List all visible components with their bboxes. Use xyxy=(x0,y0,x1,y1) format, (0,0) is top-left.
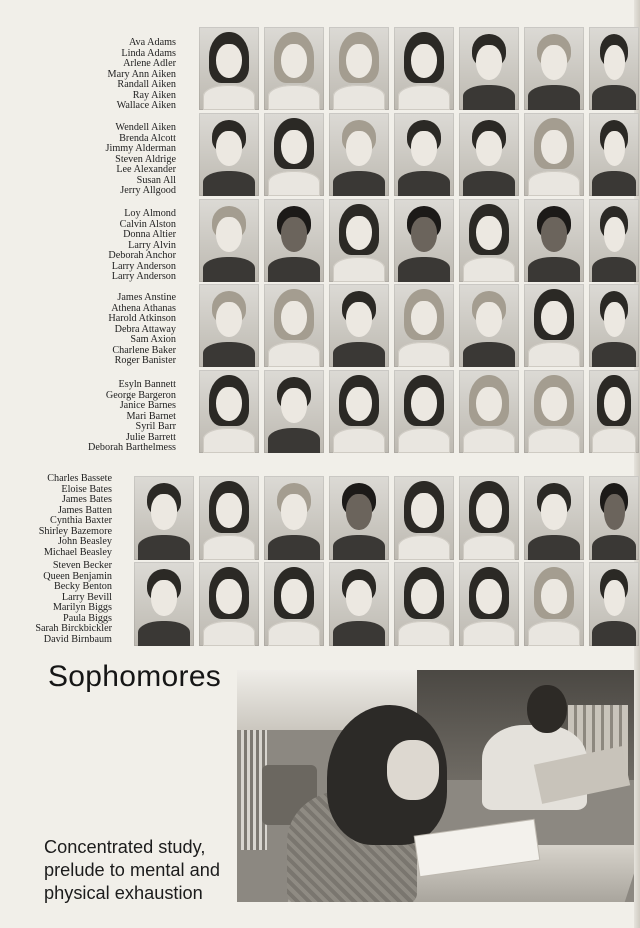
student-background-head xyxy=(527,685,567,733)
student-portrait xyxy=(199,370,259,453)
student-name: Larry Bevill xyxy=(61,591,112,603)
student-name: Mary Ann Aiken xyxy=(107,68,176,80)
student-portrait xyxy=(524,562,584,646)
student-portrait xyxy=(524,199,584,282)
student-portrait xyxy=(524,284,584,367)
student-name: Eloise Bates xyxy=(61,483,112,495)
portrait-row-6 xyxy=(134,476,639,560)
student-name: Loy Almond xyxy=(124,208,176,219)
student-name: Athena Athanas xyxy=(111,302,176,314)
portrait-row-4 xyxy=(199,284,639,367)
student-name: Susan All xyxy=(136,174,176,186)
student-portrait xyxy=(459,370,519,453)
student-name: Julie Barrett xyxy=(125,431,176,443)
student-portrait xyxy=(524,113,584,196)
name-list-row-3 xyxy=(108,209,176,283)
student-name: Janice Barnes xyxy=(119,400,176,411)
name-list-row-5 xyxy=(88,380,176,454)
student-portrait xyxy=(264,370,324,453)
student-name: Larry Alvin xyxy=(128,239,176,251)
student-portrait xyxy=(589,27,639,110)
student-name: Jerry Allgood xyxy=(120,185,176,196)
caption-line: physical exhaustion xyxy=(44,883,203,903)
student-portrait xyxy=(589,562,639,646)
student-portrait xyxy=(264,199,324,282)
student-portrait xyxy=(589,113,639,196)
student-portrait xyxy=(589,284,639,367)
student-portrait xyxy=(394,476,454,560)
student-name: Charlene Baker xyxy=(112,344,176,356)
student-name: Mari Barnet xyxy=(126,410,176,422)
student-portrait xyxy=(394,562,454,646)
student-portrait xyxy=(329,113,389,196)
student-name: Sarah Birckbickler xyxy=(35,623,112,634)
name-list-row-7 xyxy=(35,561,112,645)
student-portrait xyxy=(394,113,454,196)
student-portrait xyxy=(459,199,519,282)
student-portrait xyxy=(199,199,259,282)
name-list-row-1 xyxy=(108,38,176,112)
student-portrait xyxy=(199,284,259,367)
student-name: Cynthia Baxter xyxy=(50,515,112,526)
student-name: Debra Attaway xyxy=(114,323,176,335)
portrait-row-3 xyxy=(199,199,639,282)
student-name: Wendell Aiken xyxy=(115,122,176,133)
student-portrait xyxy=(394,199,454,282)
student-name: Esyln Bannett xyxy=(118,379,176,390)
student-name: Deborah Anchor xyxy=(108,250,176,261)
student-name: Donna Altier xyxy=(123,229,176,240)
student-name: Linda Adams xyxy=(121,47,176,59)
student-portrait xyxy=(199,27,259,110)
student-portrait xyxy=(264,284,324,367)
student-name: Brenda Alcott xyxy=(119,132,176,144)
name-list-row-6 xyxy=(39,474,112,558)
student-portrait xyxy=(329,199,389,282)
student-portrait xyxy=(264,113,324,196)
student-name: Lee Alexander xyxy=(116,164,176,175)
student-portrait xyxy=(199,476,259,560)
student-portrait xyxy=(589,370,639,453)
student-name: Harold Atkinson xyxy=(108,313,176,324)
student-name: Paula Biggs xyxy=(63,612,112,624)
student-portrait xyxy=(134,562,194,646)
student-name: Queen Benjamin xyxy=(43,570,112,582)
student-name: James Anstine xyxy=(117,292,176,303)
student-name: Jimmy Alderman xyxy=(105,143,176,154)
photo-caption xyxy=(44,836,234,905)
student-name: Steven Aldrige xyxy=(115,153,176,165)
student-name: Wallace Aiken xyxy=(116,100,176,111)
student-name: Arlene Adler xyxy=(123,58,176,69)
student-name: James Bates xyxy=(61,494,112,505)
student-foreground-face xyxy=(387,740,439,800)
student-portrait xyxy=(589,199,639,282)
student-portrait xyxy=(329,27,389,110)
student-name: Steven Becker xyxy=(52,560,112,571)
portrait-row-7 xyxy=(134,562,639,646)
student-name: David Birnbaum xyxy=(43,633,112,645)
student-portrait xyxy=(459,476,519,560)
student-portrait xyxy=(329,476,389,560)
portrait-row-1 xyxy=(199,27,639,110)
student-portrait xyxy=(329,370,389,453)
name-list-row-2 xyxy=(106,123,176,197)
student-portrait xyxy=(524,370,584,453)
portrait-row-5 xyxy=(199,370,639,453)
caption-line: Concentrated study, xyxy=(44,837,206,857)
student-name: Ray Aiken xyxy=(132,89,176,101)
student-portrait xyxy=(459,562,519,646)
student-portrait xyxy=(329,562,389,646)
student-portrait xyxy=(264,27,324,110)
student-name: Charles Bassete xyxy=(47,473,112,484)
student-portrait xyxy=(264,562,324,646)
student-portrait xyxy=(394,370,454,453)
student-portrait xyxy=(459,284,519,367)
student-name: Becky Benton xyxy=(53,581,112,592)
student-name: Calvin Alston xyxy=(119,218,176,230)
student-name: Sam Axion xyxy=(130,334,176,345)
caption-line: prelude to mental and xyxy=(44,860,220,880)
student-portrait xyxy=(589,476,639,560)
student-name: John Beasley xyxy=(57,536,112,547)
student-portrait xyxy=(394,284,454,367)
student-name: Marilyn Biggs xyxy=(52,602,112,613)
student-portrait xyxy=(134,476,194,560)
student-name: Shirley Bazemore xyxy=(38,525,112,537)
student-portrait xyxy=(524,27,584,110)
student-name: Roger Banister xyxy=(114,355,176,366)
student-portrait xyxy=(199,113,259,196)
name-list-row-4 xyxy=(108,293,176,367)
student-portrait xyxy=(394,27,454,110)
student-portrait xyxy=(459,113,519,196)
student-portrait xyxy=(264,476,324,560)
student-portrait xyxy=(329,284,389,367)
student-name: Larry Anderson xyxy=(111,260,176,272)
student-name: Randall Aiken xyxy=(117,79,176,90)
portrait-row-2 xyxy=(199,113,639,196)
section-title: Sophomores xyxy=(48,660,222,693)
student-name: Ava Adams xyxy=(128,37,176,48)
student-name: George Bargeron xyxy=(105,389,176,401)
student-name: Syril Barr xyxy=(135,421,176,432)
student-name: James Batten xyxy=(57,504,112,516)
student-name: Larry Anderson xyxy=(111,271,176,282)
student-name: Deborah Barthelmess xyxy=(88,442,176,453)
candid-study-photo xyxy=(237,670,634,902)
student-portrait xyxy=(524,476,584,560)
student-portrait xyxy=(459,27,519,110)
student-name: Michael Beasley xyxy=(43,546,112,558)
student-portrait xyxy=(199,562,259,646)
